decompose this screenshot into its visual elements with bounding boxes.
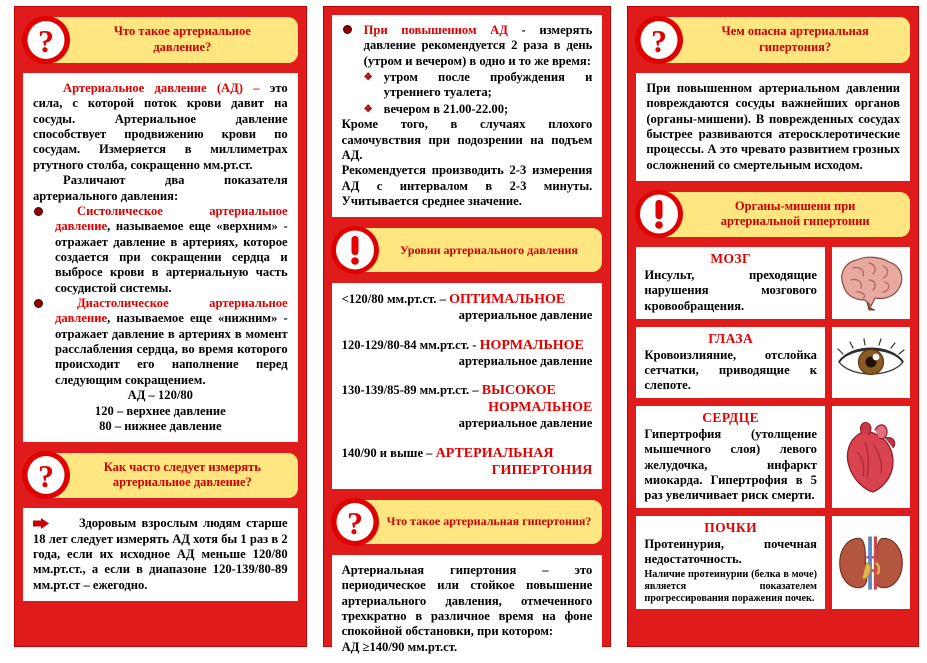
banner-hypertension-danger	[648, 15, 910, 65]
banner-line-1: Как часто следует измерять	[103, 459, 261, 474]
bp-level-name-2: ГИПЕРТОНИЯ	[491, 462, 593, 478]
question-badge-icon	[21, 450, 71, 500]
banner-line-1: Что такое артериальное	[113, 24, 251, 39]
bp-level-name: ВЫСОКОЕ	[481, 383, 556, 399]
column-1	[14, 6, 307, 647]
bp-level-range: 120-129/80-84 мм.рт.ст. -	[341, 337, 480, 352]
exclamation-badge-icon	[634, 189, 684, 239]
organ-text-block	[636, 247, 825, 319]
banner-bp-levels	[344, 225, 603, 275]
organ-row-eyes	[636, 327, 910, 399]
bp-level-line-1	[342, 337, 593, 354]
hypertension-threshold: АД ≥140/90 мм.рт.ст.	[341, 639, 458, 654]
banner-line-1: Чем опасна артериальная	[721, 24, 869, 39]
bp-level-item	[342, 291, 593, 323]
banner-line-2: артериальной гипертонии	[720, 214, 870, 229]
diamond-bullet-icon: ❖	[363, 103, 373, 115]
kidneys-image	[832, 516, 910, 610]
brain-image	[832, 247, 910, 319]
dot-bullet-icon	[343, 25, 352, 34]
arrow-bullet-icon	[33, 518, 49, 529]
banner-line-1: Органы-мишени при	[734, 198, 856, 213]
systolic-description: , называемое еще «верхним» - отражает давление в артериях, которое создается при сокращении сердца и выбросе крови в артериальную часть сосудистой системы.	[55, 219, 288, 295]
organ-note: Наличие протеинурии (белка в моче) является показателем прогрессирования поражения почек.	[644, 569, 817, 604]
hypertension-danger-box	[636, 73, 910, 181]
svg-text:?: ?	[346, 504, 363, 541]
hypertension-danger-text: При повышенном артериальном давлении повреждаются сосуды важнейших органов (органы-мишени). В поврежденных сосудах быстрее развиваются атеросклеротические процессы. А это чревато развитием грозных осложнений со смертельным исходом.	[646, 81, 900, 172]
high-bp-description: - измерять давление рекомендуется 2 раза в день (утром и вечером) в одно и то же время:	[363, 23, 593, 68]
organ-description: Инсульт, преходящие нарушения мозгового кровообращения.	[644, 268, 817, 313]
bp-definition-box	[23, 73, 298, 442]
bp-level-range: 140/90 и выше –	[341, 445, 436, 460]
banner-title	[648, 192, 910, 237]
repeat-measurement-text: Рекомендуется производить 2-3 измерения АД с интервалом в 2-3 минуты. Учитывается среднее значение.	[341, 163, 593, 208]
banner-title	[35, 17, 298, 62]
organ-text-block	[636, 327, 825, 399]
banner-line-2: гипертония?	[759, 40, 832, 54]
organ-text-block	[636, 516, 825, 610]
bp-level-item	[342, 382, 593, 432]
diamond-bullet-icon: ❖	[363, 72, 373, 84]
bp-level-line-1	[342, 291, 593, 308]
bp-level-suffix: артериальное давление	[458, 308, 593, 323]
bp-systolic-line: 120 – верхнее давление	[94, 403, 226, 418]
bp-level-range: <120/80 мм.рт.ст. –	[341, 292, 450, 307]
banner-what-is-hypertension	[344, 497, 603, 547]
evening-measurement-text: вечером в 21.00-22.00;	[383, 101, 509, 116]
organ-title: МОЗГ	[710, 251, 751, 267]
svg-text:?: ?	[651, 23, 668, 59]
banner-line-2: давление?	[153, 40, 212, 54]
bp-level-item	[342, 445, 593, 479]
question-badge-icon	[634, 15, 684, 65]
bp-level-range: 130-139/85-89 мм.рт.ст. –	[341, 383, 482, 398]
dot-bullet-icon	[34, 207, 43, 216]
organ-title: ГЛАЗА	[708, 330, 754, 346]
organ-title: СЕРДЦЕ	[702, 410, 760, 426]
organ-text-block	[636, 406, 825, 508]
banner-how-often	[35, 450, 298, 500]
frequency-text: Здоровым взрослым людям старше 18 лет следует измерять АД хотя бы 1 раз в 2 года, если их исходное АД меньше 120/80 мм.рт.ст., а если в диапазоне 120-139/80-89 мм.рт.ст – ежегодно.	[33, 516, 288, 592]
organ-row-kidneys	[636, 516, 910, 610]
question-badge-icon	[330, 497, 380, 547]
banner-title	[648, 17, 910, 62]
organ-description: Кровоизлияние, отслойка сетчатки, приводящие к слепоте.	[644, 347, 817, 393]
banner-title: Уровни артериального давления	[344, 228, 603, 272]
column-3	[627, 6, 919, 647]
organ-title: ПОЧКИ	[704, 519, 758, 535]
bp-level-name: АРТЕРИАЛЬНАЯ	[435, 445, 554, 461]
bp-level-line-1	[342, 445, 593, 462]
evening-measurement-row	[342, 102, 593, 117]
svg-text:?: ?	[38, 23, 54, 59]
bp-definition-paragraph	[33, 81, 288, 173]
bp-two-indicators: Различают два показателя артериального давления:	[33, 173, 288, 203]
diastolic-term: Диастолическое артериальное давление	[55, 296, 288, 326]
bp-level-suffix: артериальное давление	[458, 353, 593, 368]
column-2	[323, 6, 612, 654]
additional-cases-text: Кроме того, в случаях плохого самочувствия при подозрении на подъем АД.	[341, 117, 593, 162]
diastolic-description: , называемое еще «нижним» - отражает давление в артериях в момент расслабления сердца, во время которого происходит его наполнение перед следующим сокращением.	[55, 311, 288, 387]
high-bp-bullet-row	[342, 23, 593, 69]
morning-measurement-row	[342, 70, 593, 101]
bp-level-item	[342, 337, 593, 369]
organ-description: Протеинурия, почечная недостаточность.	[644, 537, 817, 567]
banner-line-2: артериальное давление?	[112, 475, 252, 490]
organ-row-brain	[636, 247, 910, 319]
systolic-term: Систолическое артериальное давление	[55, 203, 288, 234]
bp-diastolic-line: 80 – нижнее давление	[99, 418, 222, 433]
organ-description: Гипертрофия (утолщение мышечного слоя) левого желудочка, инфаркт миокарда. Гипертрофия в 5 раз увеличивает риск смерти.	[644, 427, 817, 502]
heart-image	[832, 406, 910, 508]
banner-what-is-bp	[35, 15, 298, 65]
bp-level-name: НОРМАЛЬНОЕ	[479, 337, 584, 353]
high-bp-term: При повышенном АД	[363, 23, 508, 37]
diastolic-bullet-row	[33, 296, 288, 388]
dot-bullet-icon	[34, 299, 43, 308]
eye-image	[832, 327, 910, 399]
banner-title	[35, 453, 298, 498]
hypertension-definition-text: Артериальная гипертония – это периодическое или стойкое повышение артериального давления, отмеченного трехкратно в различное время на фоне спокойной обстановки, при котором:	[341, 562, 593, 639]
bp-level-line-1	[342, 382, 593, 399]
organ-row-heart	[636, 406, 910, 508]
question-badge-icon	[21, 15, 71, 65]
measurement-frequency-box	[23, 508, 298, 601]
bp-levels-box	[332, 283, 603, 489]
morning-measurement-text: утром после пробуждения и утреннего туалета;	[383, 70, 593, 100]
banner-target-organs	[648, 189, 910, 239]
bp-level-suffix: артериальное давление	[458, 416, 593, 431]
bp-value-line: АД – 120/80	[127, 388, 193, 403]
column-1-spacer	[23, 609, 298, 638]
hypertension-definition-box	[332, 555, 603, 663]
svg-text:?: ?	[38, 458, 54, 495]
exclamation-badge-icon	[330, 225, 380, 275]
banner-title: Что такое артериальная гипертония?	[344, 500, 603, 544]
bp-definition-lead: Артериальное давление (АД) –	[63, 81, 260, 95]
measurement-schedule-box	[332, 15, 603, 217]
bp-level-name-2: НОРМАЛЬНОЕ	[488, 400, 593, 416]
systolic-bullet-row	[33, 204, 288, 296]
frequency-bullet-row	[33, 516, 288, 593]
column-3-spacer	[636, 617, 910, 638]
bp-level-name: ОПТИМАЛЬНОЕ	[449, 292, 566, 308]
bp-definition-rest: это сила, с которой поток крови давит на сосуды. Артериальное давление способствует продвижению крови по сосудам. Измеряется в миллиметрах ртутного столба, сокращенно мм.рт.ст.	[33, 81, 288, 172]
